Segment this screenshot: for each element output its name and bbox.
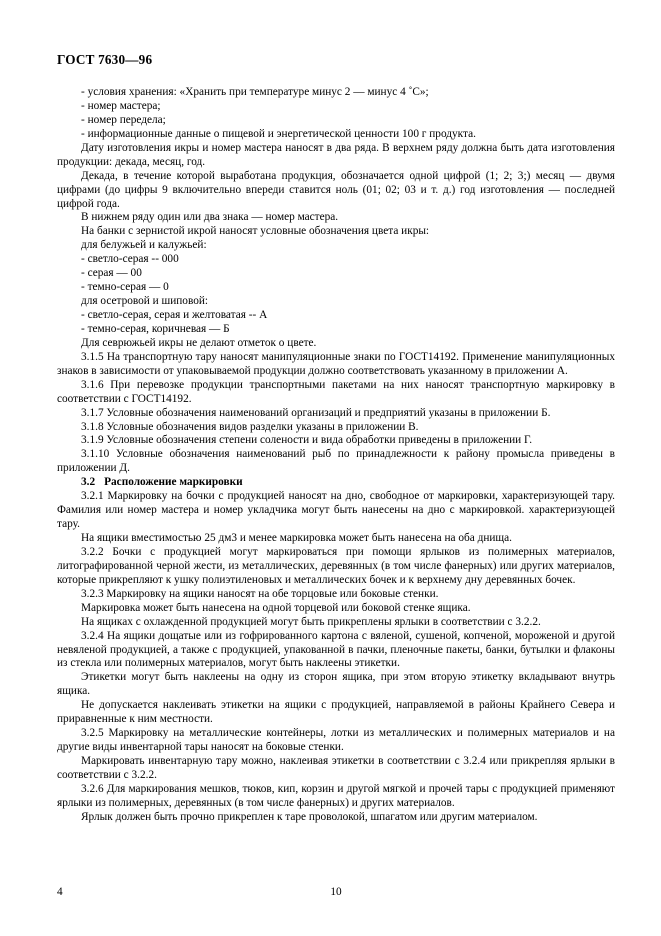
page-number-left: 4 — [57, 886, 63, 898]
paragraph: На банки с зернистой икрой наносят условные обозначения цвета икры: — [81, 225, 430, 238]
paragraph: Маркировка может быть нанесена на одной торцевой или боковой стенке ящика. — [81, 601, 471, 614]
paragraph: Декада, в течение которой выработана продукция, обозначается одной цифрой (1; 2; 3;) месяц — двумя цифрами (до цифры 9 включительно впереди ставится ноль (01; 02; 03 и т. д.) год изготовления — последней цифрой года. — [57, 169, 615, 210]
paragraph: Ярлык должен быть прочно прикреплен к таре проволокой, шпагатом или другим материалом. — [81, 810, 538, 823]
clause-3-2-5: 3.2.5 Маркировку на металлические контейнеры, лотки из металлических и полимерных материалов и на другие виды инвентарной тары наносят на боковые стенки. — [57, 727, 615, 754]
list-item: - светло-серая, серая и желтоватая -- А — [81, 309, 268, 321]
clause-3-2-3: 3.2.3 Маркировку на ящики наносят на обе торцовые или боковые стенки. — [81, 587, 439, 600]
paragraph: В нижнем ряду один или два знака — номер мастера. — [81, 211, 339, 224]
section-heading — [57, 476, 615, 490]
clause-3-1-9: 3.1.9 Условные обозначения степени солености и вида обработки приведены в приложении Г. — [81, 434, 533, 447]
paragraph: На ящики вместимостью 25 дм3 и менее маркировка может быть нанесена на оба днища. — [81, 532, 512, 544]
list-item: - номер мастера; — [81, 99, 161, 112]
paragraph: для осетровой и шиповой: — [81, 295, 209, 308]
list-item: - темно-серая, коричневая — Б — [81, 322, 230, 335]
paragraph: Маркировать инвентарную тару можно, наклеивая этикетки в соответствии с 3.2.4 или прикрепляя ярлыки в соответствии с 3.2.2. — [57, 755, 615, 781]
section-title: Расположение маркировки — [104, 476, 243, 489]
list-item: - условия хранения: «Хранить при температуре минус 2 — минус 4 ˚С»; — [81, 86, 429, 98]
paragraph: Для севрюжьей икры не делают отметок о цвете. — [81, 336, 317, 349]
clause-3-2-4: 3.2.4 На ящики дощатые или из гофрированного картона с вяленой, сушеной, копченой, мороженой и другой невяленой продукцией, а также с продукцией, упакованной в пачки, пленочные пакеты, банки, бутылки и флаконы из стекла или полимерных материалов, могут быть наклеены этикетки. — [57, 629, 615, 670]
paragraph: Дату изготовления икры и номер мастера наносят в два ряда. В верхнем ряду должна быть дата изготовления продукции: декада, месяц, год. — [57, 141, 615, 168]
paragraph: для белужьей и калужьей: — [81, 239, 207, 252]
list-item: - информационные данные о пищевой и энергетической ценности 100 г продукта. — [81, 127, 476, 140]
list-item: - номер передела; — [81, 113, 166, 126]
paragraph: Не допускается наклеивать этикетки на ящики с продукцией, направляемой в районы Крайнего Севера и приравненные к ним местности. — [57, 699, 615, 726]
list-item: - темно-серая — 0 — [81, 281, 169, 294]
page-number-center: 10 — [330, 886, 342, 898]
standard-header: ГОСТ 7630—96 — [57, 52, 153, 67]
clause-3-2-6: 3.2.6 Для маркирования мешков, тюков, кип, корзин и другой мягкой и прочей тары с продукцией применяют ярлыки из полимерных, деревянных (в том числе фанерных) и других материалов. — [57, 782, 615, 809]
list-item: - светло-серая -- 000 — [81, 253, 179, 266]
clause-3-2-2: 3.2.2 Бочки с продукцией могут маркироваться при помощи ярлыков из полимерных материалов, литографированной черной жести, из металлических, деревянных (в том числе фанерных) или других материалов, которые прикрепляют к ушку полиэтиленовых и металлических бочек и к верхнему дну деревянных бочек. — [57, 545, 615, 586]
clause-3-1-8: 3.1.8 Условные обозначения видов разделки указаны в приложении В. — [81, 420, 419, 433]
clause-3-1-7: 3.1.7 Условные обозначения наименований организаций и предприятий указаны в приложении Б. — [81, 406, 551, 419]
page-footer — [57, 886, 615, 900]
document-body — [57, 86, 615, 825]
list-item: - серая — 00 — [81, 267, 142, 280]
clause-3-2-1: 3.2.1 Маркировку на бочки с продукцией наносят на дно, свободное от маркировки, характеризующей тару. Фамилия или номер мастера и номер укладчика могут быть нанесены на дно с маркировкой. характеризующей тару. — [57, 490, 615, 531]
section-number: 3.2 — [81, 476, 96, 489]
clause-3-1-10: 3.1.10 Условные обозначения наименований рыб по принадлежности к району промысла приведены в приложении Д. — [57, 448, 615, 475]
clause-3-1-5: 3.1.5 На транспортную тару наносят манипуляционные знаки по ГОСТ14192. Применение манипуляционных знаков в зависимости от упаковываемой продукции должно соответствовать указанному в приложении А. — [57, 350, 615, 377]
paragraph: На ящиках с охлажденной продукцией могут быть прикреплены ярлыки в соответствии с 3.2.2. — [81, 615, 541, 628]
clause-3-1-6: 3.1.6 При перевозке продукции транспортными пакетами на них наносят транспортную маркировку в соответствии с ГОСТ14192. — [57, 378, 615, 405]
paragraph: Этикетки могут быть наклеены на одну из сторон ящика, при этом вторую этикетку вкладывают внутрь ящика. — [57, 671, 615, 698]
